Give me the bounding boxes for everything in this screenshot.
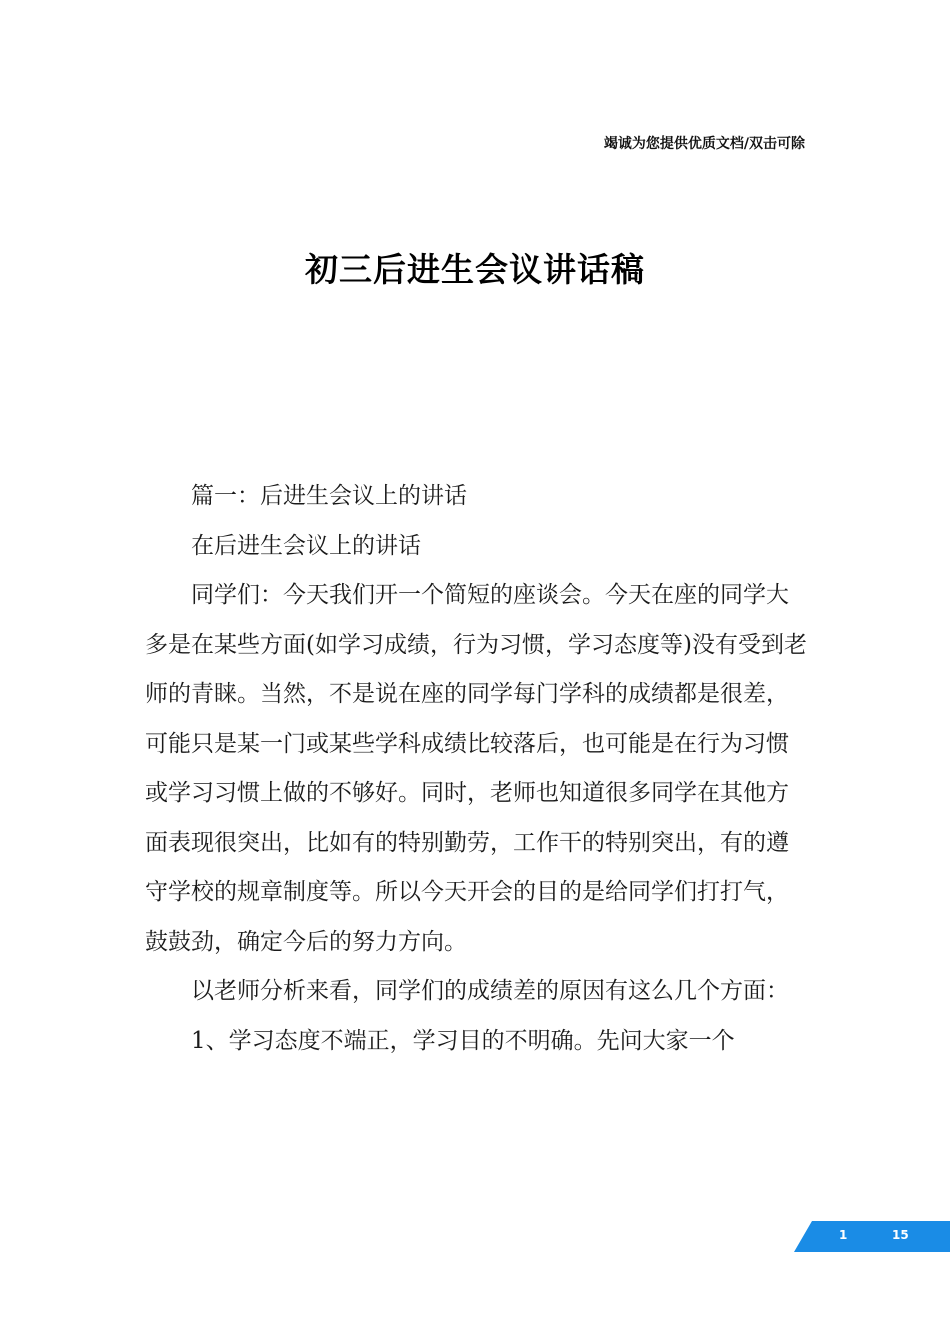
body-paragraph: 同学们：今天我们开一个简短的座谈会。今天在座的同学大多是在某些方面(如学习成绩，行为习惯，学习态度等)没有受到老师的青睐。当然，不是说在座的同学每门学科的成绩都是很差，可能只是某一门或某些学科成绩比较落后，也可能是在行为习惯或学习习惯上做的不够好。同时，老师也知道很多同学在其他方面表现很突出，比如有的特别勤劳，工作干的特别突出，有的遵守学校的规章制度等。所以今天开会的目的是给同学们打打气，鼓鼓劲，确定今后的努力方向。 <box>145 582 807 955</box>
body-paragraph: 以老师分析来看，同学们的成绩差的原因有这么几个方面： <box>191 978 789 1004</box>
current-page-number: 1 <box>839 1228 848 1242</box>
section-heading: 篇一：后进生会议上的讲话 <box>191 483 467 509</box>
subheading: 在后进生会议上的讲话 <box>191 532 421 559</box>
total-pages-number: 15 <box>892 1228 909 1242</box>
page-number-footer <box>794 1221 950 1252</box>
document-title: 初三后进生会议讲话稿 <box>305 250 645 289</box>
header-note: 竭诚为您提供优质文档/双击可除 <box>603 136 805 152</box>
body-paragraph: 1、学习态度不端正，学习目的不明确。先问大家一个 <box>191 1027 735 1054</box>
footer-banner <box>794 1221 950 1252</box>
document-body <box>145 472 810 1066</box>
